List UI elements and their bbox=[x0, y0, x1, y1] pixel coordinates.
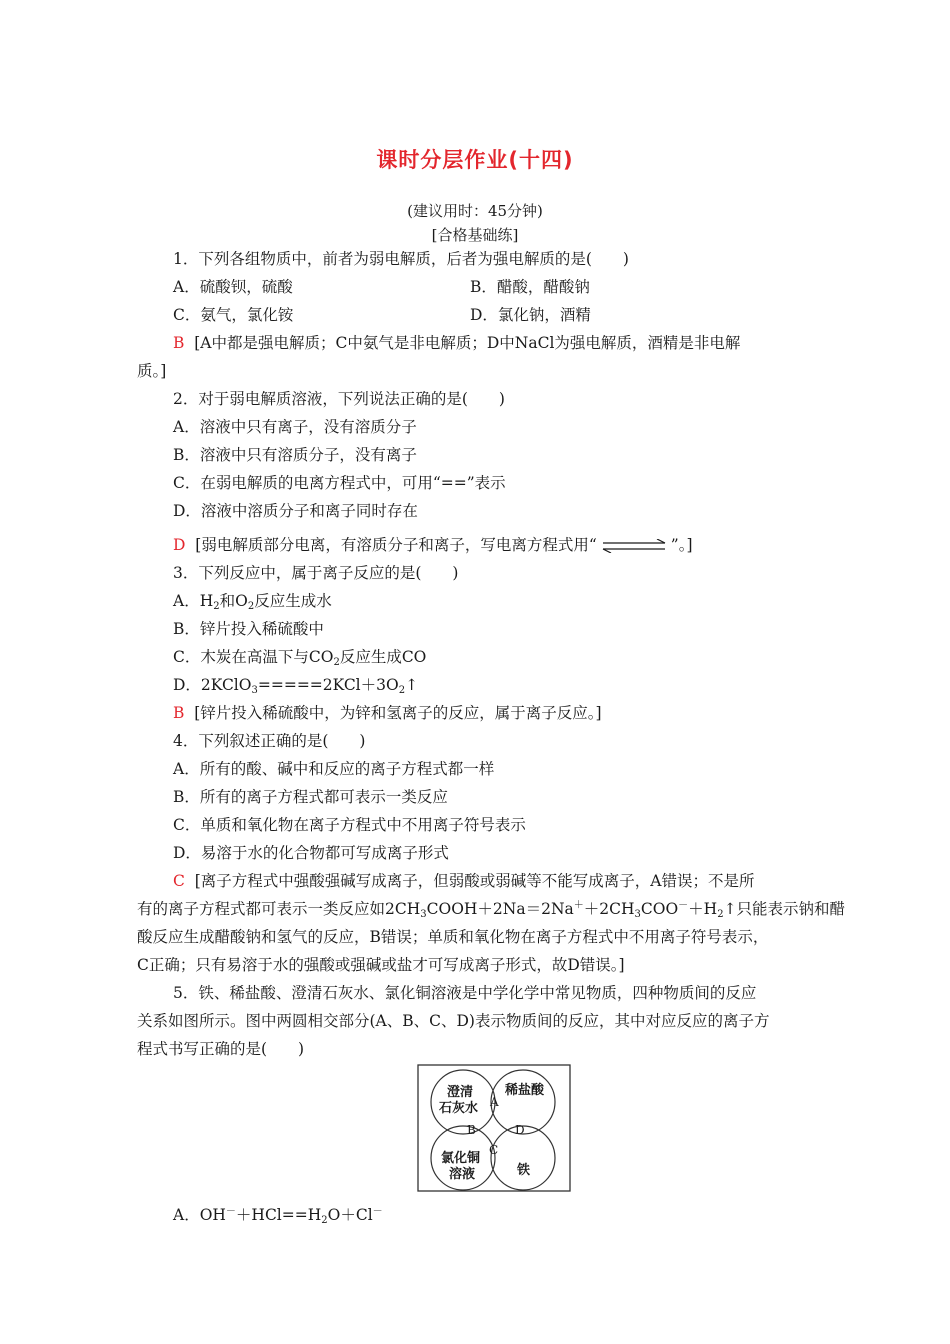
q2-stem: 2．对于弱电解质溶液，下列说法正确的是( ) bbox=[173, 390, 505, 408]
q4-option-b: B．所有的离子方程式都可表示一类反应 bbox=[173, 788, 448, 806]
q1-option-c: C．氨气，氯化铵 bbox=[173, 306, 294, 324]
q2-answer: D bbox=[173, 536, 186, 554]
q2-option-c: C．在弱电解质的电离方程式中，可用“==”表示 bbox=[173, 474, 506, 492]
reversible-arrow-icon bbox=[601, 539, 667, 553]
q1-option-b: B．醋酸，醋酸钠 bbox=[470, 278, 590, 296]
q1-answer: B bbox=[173, 334, 185, 352]
q3-option-c: C．木炭在高温下与$CO_2$反应生成CO bbox=[173, 648, 427, 668]
venn-label-cucl2-2: 溶液 bbox=[449, 1167, 476, 1182]
venn-label-cucl2-1: 氯化铜 bbox=[441, 1151, 481, 1166]
q4-explanation: C [离子方程式中强酸强碱写成离子，但弱酸或弱碱等不能写成离子，A错误；不是所 bbox=[173, 872, 755, 890]
q3-option-b: B．锌片投入稀硫酸中 bbox=[173, 620, 324, 638]
q3-explanation: B [锌片投入稀硫酸中，为锌和氢离子的反应，属于离子反应。] bbox=[173, 704, 602, 722]
venn-region-d: D bbox=[515, 1123, 525, 1137]
q3-answer: B bbox=[173, 704, 185, 722]
time-note: (建议用时：45分钟) bbox=[407, 202, 543, 220]
venn-region-c: C bbox=[489, 1143, 499, 1157]
q1-option-a: A．硫酸钡，硫酸 bbox=[173, 278, 293, 296]
q3-stem: 3．下列反应中，属于离子反应的是( ) bbox=[173, 564, 459, 582]
q1-explanation-cont: 质。] bbox=[137, 362, 167, 380]
q2-option-a: A．溶液中只有离子，没有溶质分子 bbox=[173, 418, 417, 436]
q4-option-d: D．易溶于水的化合物都可写成离子形式 bbox=[173, 844, 449, 862]
q4-option-a: A．所有的酸、碱中和反应的离子方程式都一样 bbox=[173, 760, 495, 778]
q4-explanation-line2: 有的离子方程式都可表示一类反应如$2CH_3COOH+2Na=2Na^++2CH_3COO^-+H_2↑$只能表示钠和醋 bbox=[137, 900, 846, 920]
q4-option-c: C．单质和氧化物在离子方程式中不用离子符号表示 bbox=[173, 816, 526, 834]
q5-stem-line1: 5．铁、稀盐酸、澄清石灰水、氯化铜溶液是中学化学中常见物质，四种物质间的反应 bbox=[173, 984, 757, 1002]
venn-label-hcl: 稀盐酸 bbox=[505, 1083, 545, 1098]
q1-explanation: B [A中都是强电解质；C中氨气是非电解质；D中NaCl为强电解质，酒精是非电解 bbox=[173, 334, 741, 352]
q5-stem-line2: 关系如图所示。图中两圆相交部分(A、B、C、D)表示物质间的反应，其中对应反应的离子方 bbox=[137, 1012, 770, 1030]
q1-option-d: D．氯化钠，酒精 bbox=[470, 306, 591, 324]
q4-explanation-line4: C正确；只有易溶于水的强酸或强碱或盐才可写成离子形式，故D错误。] bbox=[137, 956, 625, 974]
q5-option-a: A．$OH^-+HCl==H_2O+Cl^-$ bbox=[173, 1206, 383, 1226]
venn-region-a: A bbox=[490, 1095, 499, 1109]
q4-answer: C bbox=[173, 872, 185, 890]
q2-option-d: D．溶液中溶质分子和离子同时存在 bbox=[173, 502, 418, 520]
q3-option-d: D．$2KClO_3=====2KCl+3O_2↑$ bbox=[173, 676, 419, 696]
q4-explanation-line3: 酸反应生成醋酸钠和氢气的反应，B错误；单质和氧化物在离子方程式中不用离子符号表示， bbox=[137, 928, 769, 946]
q4-stem: 4．下列叙述正确的是( ) bbox=[173, 732, 366, 750]
page-title: 课时分层作业(十四) bbox=[376, 148, 574, 172]
section-heading: [合格基础练] bbox=[431, 226, 519, 244]
venn-label-limewater-1: 澄清 bbox=[447, 1085, 474, 1100]
q5-stem-line3: 程式书写正确的是( ) bbox=[137, 1040, 305, 1058]
q1-stem: 1．下列各组物质中，前者为弱电解质，后者为强电解质的是( ) bbox=[173, 250, 629, 268]
q3-option-a: A．$H_2$和$O_2$反应生成水 bbox=[173, 592, 332, 612]
q2-explanation: D [弱电解质部分电离，有溶质分子和离子，写电离方程式用“ ”。] bbox=[173, 536, 693, 554]
venn-diagram bbox=[417, 1064, 571, 1192]
venn-label-iron: 铁 bbox=[517, 1163, 531, 1178]
q2-option-b: B．溶液中只有溶质分子，没有离子 bbox=[173, 446, 417, 464]
venn-label-limewater-2: 石灰水 bbox=[439, 1101, 479, 1116]
venn-region-b: B bbox=[467, 1123, 476, 1137]
